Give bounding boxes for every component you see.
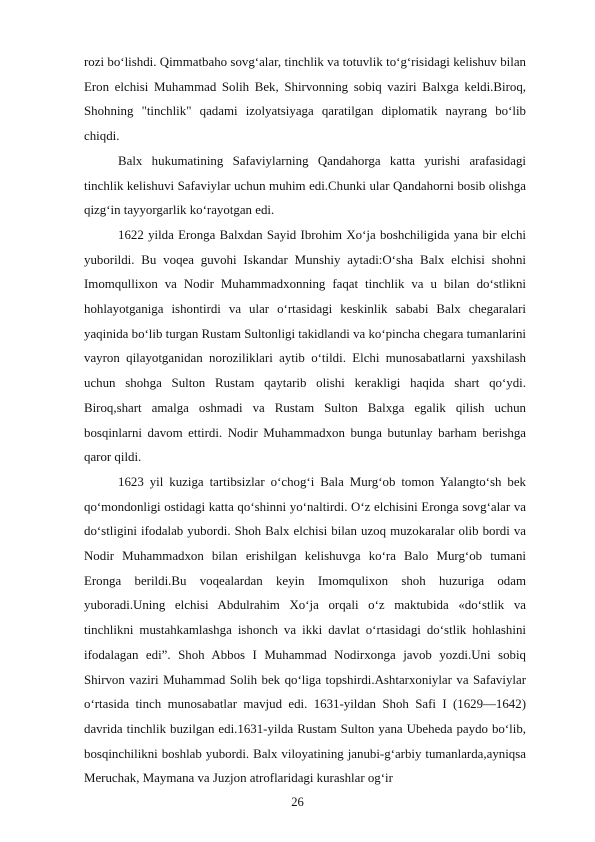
paragraph-1: rozi bo‘lishdi. Qimmatbaho sovg‘alar, tinchlik va totuvlik to‘g‘risidagi kelishuv bilan Eron elchisi Muhammad Solih Bek, Shirvonning sobiq vaziri Balxga keldi.Biroq, Shohning "tinchlik" qadami izolyatsiyaga qaratilgan diplomatik nayrang bo‘lib chiqdi. (84, 55, 526, 144)
paragraph-3: 1622 yilda Eronga Balxdan Sayid Ibrohim Xo‘ja boshchiligida yana bir elchi yuborildi. Bu voqea guvohi Iskandar Munshiy aytadi:O‘sha Balx elchisi shohni Imomqullixon va Nodir Muhammadxonning faqat tinchlik va u bilan do‘stlikni hohlayotganiga ishontirdi va ular o‘rtasidagi keskinlik sababi Balx chegaralari yaqinida bo‘lib turgan Rustam Sultonligi takidlandi va ko‘pincha chegara tumanlarini vayron qilayotganidan noroziliklari aytib o‘tildi. Elchi munosabatlarni yaxshilash uchun shohga Sulton Rustam qaytarib olishi kerakligi haqida shart qo‘ydi. Biroq,shart amalga oshmadi va Rustam Sulton Balxga egalik qilish uchun bosqinlarni davom ettirdi. Nodir Muhammadxon bunga butunlay barham berishga qaror qildi. (84, 227, 526, 465)
paragraph-4: 1623 yil kuziga tartibsizlar o‘chog‘i Bala Murg‘ob tomon Yalangto‘sh bek qo‘mondonligi ostidagi katta qo‘shinni yo‘naltirdi. O‘z elchisini Eronga sovg‘alar va do‘stligini ifodalab yubordi. Shoh Balx elchisi bilan uzoq muzokaralar olib bordi va Nodir Muhammadxon bilan erishilgan kelishuvga ko‘ra Balo Murg‘ob tumani Eronga berildi.Bu voqealardan keyin Imomqulixon shoh huzuriga odam yuboradi.Uning elchisi Abdulrahim Xo‘ja orqali o‘z maktubida «do‘stlik va tinchlikni mustahkamlashga ishonch va ikki davlat o‘rtasidagi do‘stlik hohlashini ifodalagan edi”. Shoh Abbos I Muhammad Nodirxonga javob yozdi.Uni sobiq Shirvon vaziri Muhammad Solih bek qo‘liga topshirdi.Ashtarxoniylar va Safaviylar o‘rtasida tinch munosabatlar mavjud edi. 1631-yildan Shoh Safi I (1629—1642) davrida tinchlik buzilgan edi.1631-yilda Rustam Sulton yana Ubeheda paydo bo‘lib, bosqinchilikni boshlab yubordi. Balx viloyatining janubi-g‘arbiy tumanlarda,ayniqsa Meruchak, Maymana va Juzjon atroflaridagi kurashlar og‘ir (84, 474, 526, 786)
paragraph-2: Balx hukumatining Safaviylarning Qandahorga katta yurishi arafasidagi tinchlik kelishuvi Safaviylar uchun muhim edi.Chunki ular Qandahorni bosib olishga qizg‘in tayyorgarlik ko‘rayotgan edi. (84, 153, 526, 218)
body-text (84, 50, 526, 791)
page-number: 26 (291, 795, 304, 809)
